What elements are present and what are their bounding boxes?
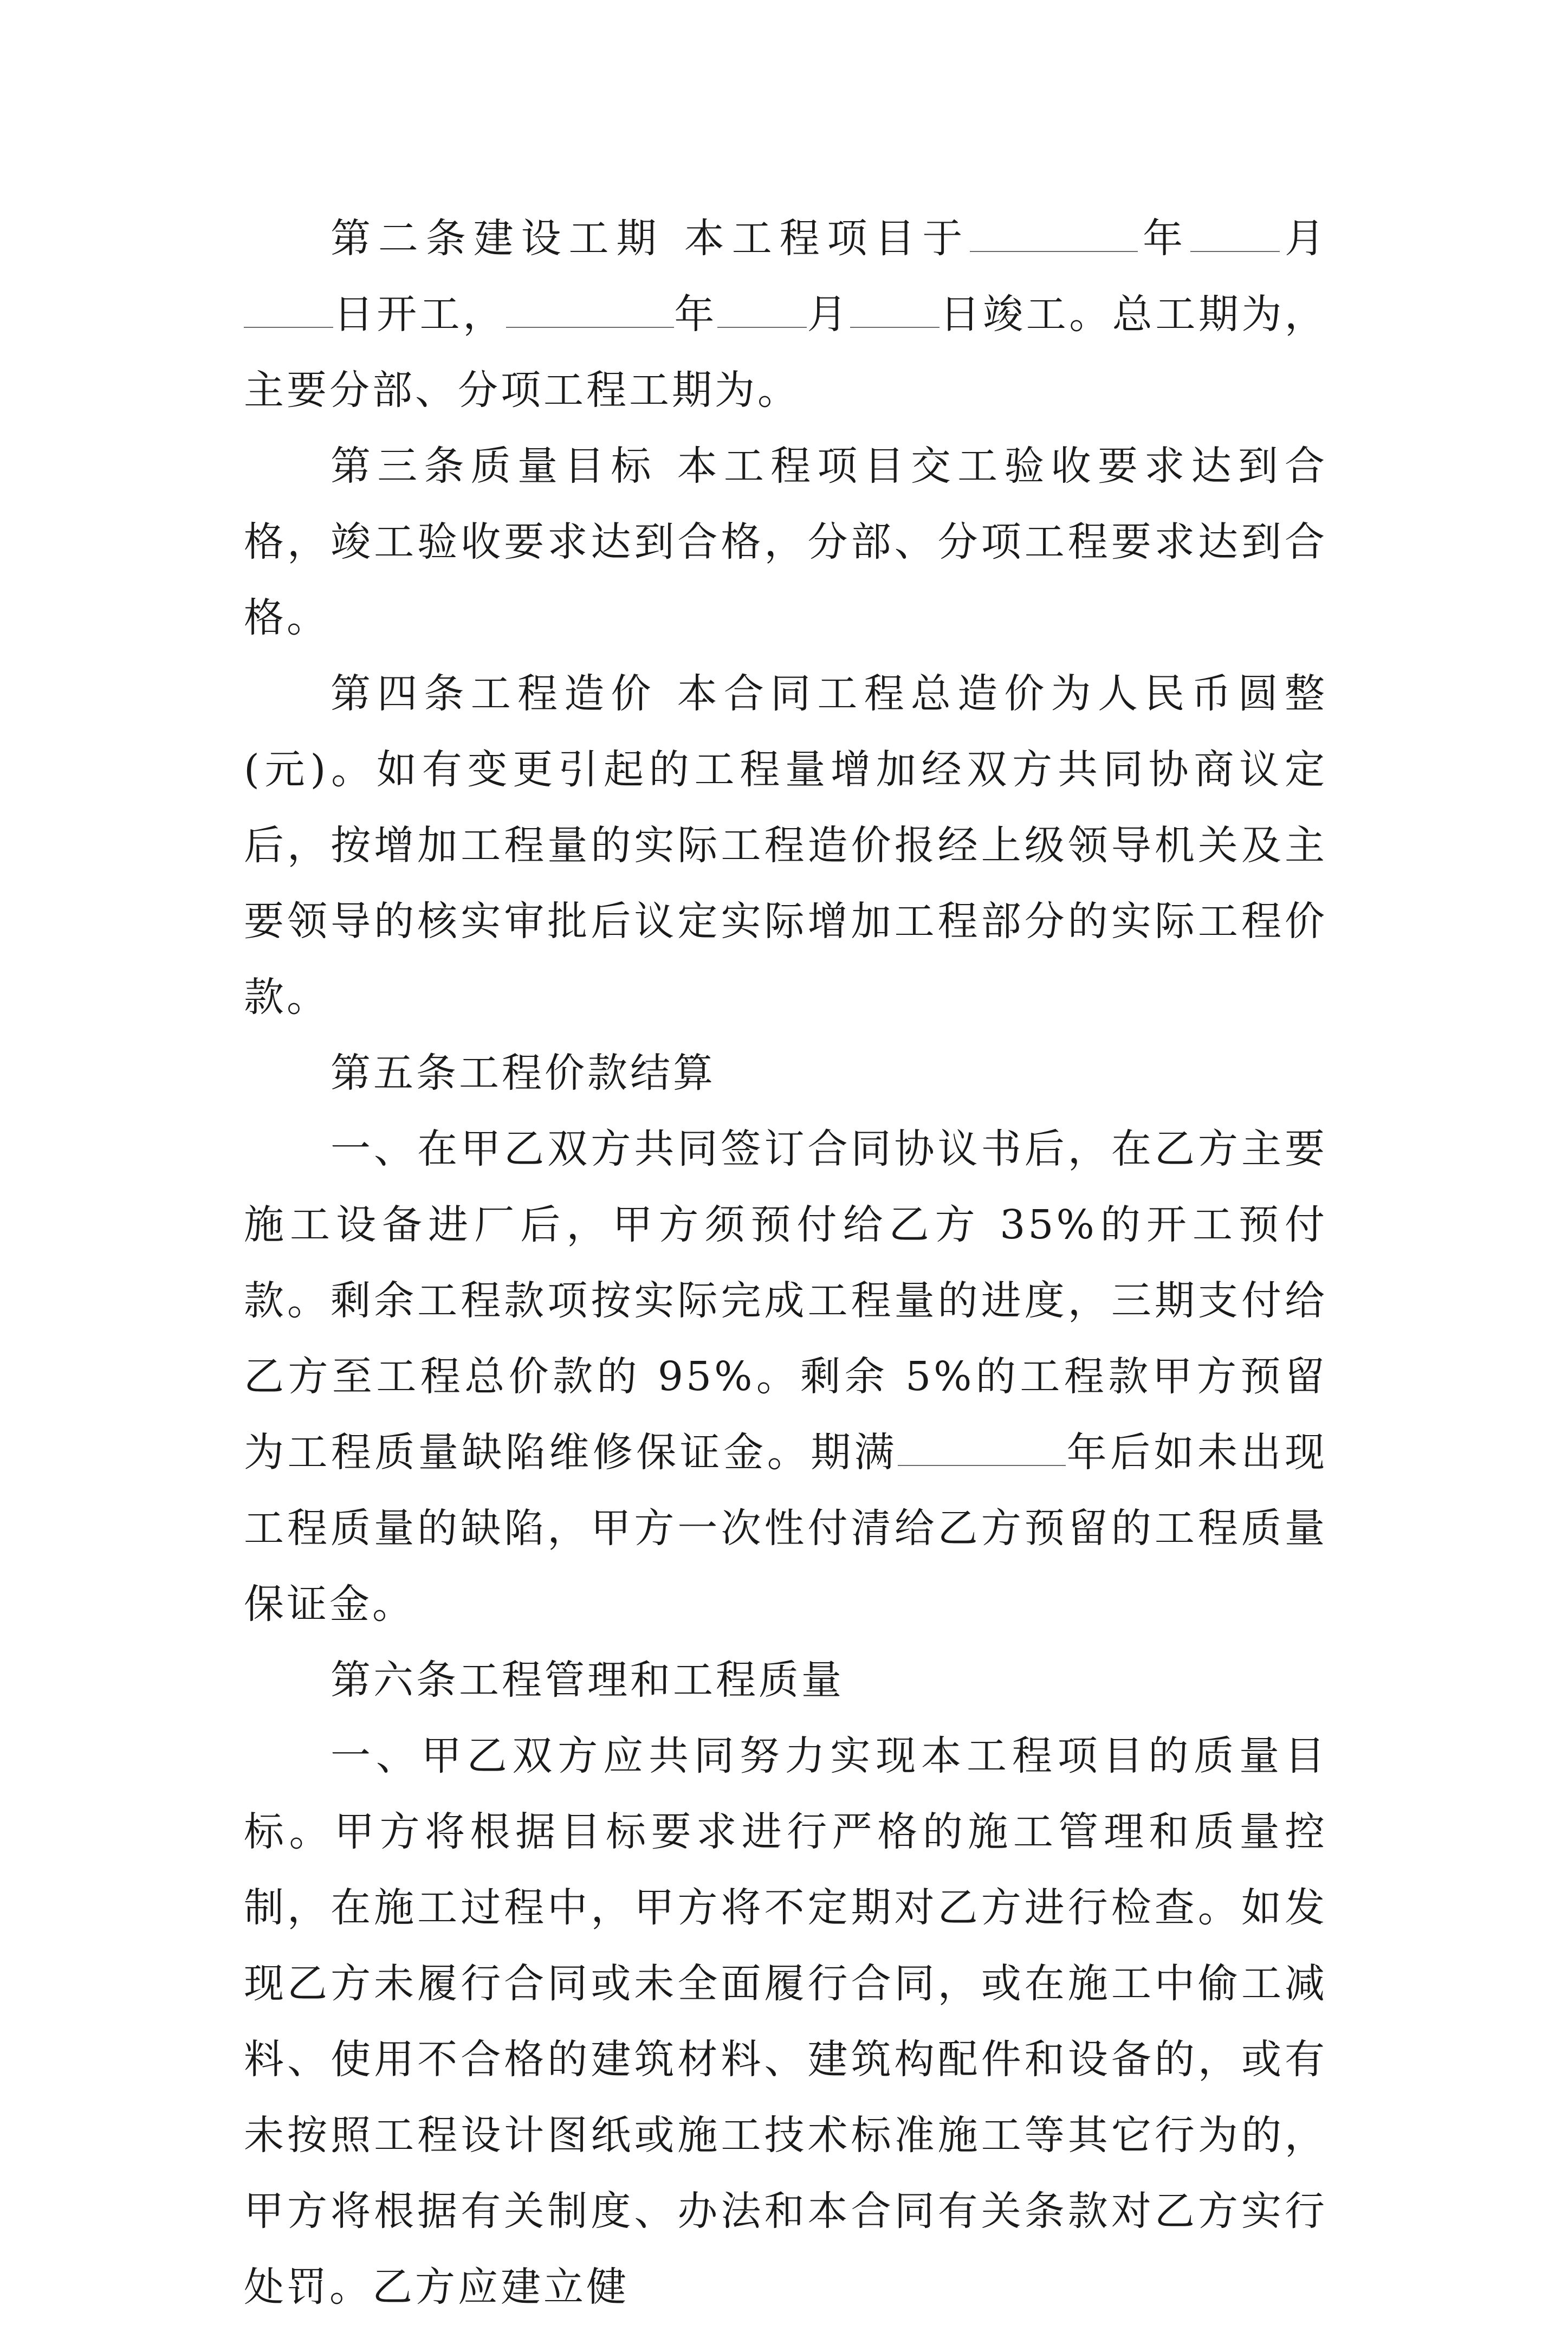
clause-5-item-1-text-end: 年后如未出现工程质量的缺陷，甲方一次性付清给乙方预留的工程质量保证金。 xyxy=(244,1429,1328,1628)
month-label-2: 月 xyxy=(806,291,851,338)
clause-3-quality-target: 第三条质量目标 本工程项目交工验收要求达到合格，竣工验收要求达到合格，分部、分项工程要求达到合格。 xyxy=(244,443,1327,641)
clause-2-construction-period xyxy=(244,201,1327,428)
clause-6-heading: 第六条工程管理和工程质量 xyxy=(331,1657,844,1703)
document-page xyxy=(244,201,1327,2325)
start-label: 日开工， xyxy=(333,291,506,338)
start-day-blank[interactable] xyxy=(244,288,333,328)
end-day-blank[interactable] xyxy=(850,288,939,328)
clause-5-item-1-text-start: 一、在甲乙双方共同签订合同协议书后，在乙方主要施工设备进厂后，甲方须预付给乙方 35%的开工预付款。剩余工程款项按实际完成工程量的进度，三期支付给乙方至工程总价款的 95%。剩余 5%的工程款甲方预留为工程质量缺陷维修保证金。期满 xyxy=(244,1126,1327,1476)
clause-2-text-end: 日竣工。总工期为，主要分部、分项工程工期为。 xyxy=(244,291,1328,414)
start-month-blank[interactable] xyxy=(1190,212,1280,252)
month-label: 月 xyxy=(1280,215,1328,262)
clause-6-item-1: 一、甲乙双方应共同努力实现本工程项目的质量目标。甲方将根据目标要求进行严格的施工管理和质量控制，在施工过程中，甲方将不定期对乙方进行检查。如发现乙方未履行合同或未全面履行合同，或在施工中偷工减料、使用不合格的建筑材料、建筑构配件和设备的，或有未按照工程设计图纸或施工技术标准施工等其它行为的，甲方将根据有关制度、办法和本合同有关条款对乙方实行处罚。乙方应建立健 xyxy=(244,1733,1327,2310)
clause-5-heading: 第五条工程价款结算 xyxy=(331,1050,716,1096)
end-month-blank[interactable] xyxy=(717,288,807,328)
clause-5-item-1 xyxy=(244,1111,1327,1642)
end-year-blank[interactable] xyxy=(506,288,674,328)
year-label-2: 年 xyxy=(673,291,717,338)
clause-4-project-cost: 第四条工程造价 本合同工程总造价为人民币圆整(元)。如有变更引起的工程量增加经双方共同协商议定后，按增加工程量的实际工程造价报经上级领导机关及主要领导的核实审批后议定实际增加工程部分的实际工程价款。 xyxy=(244,670,1327,1021)
warranty-years-blank[interactable] xyxy=(898,1426,1066,1466)
year-label: 年 xyxy=(1138,215,1191,262)
start-year-blank[interactable] xyxy=(970,212,1138,252)
clause-2-text-start: 第二条建设工期 本工程项目于 xyxy=(331,215,970,262)
